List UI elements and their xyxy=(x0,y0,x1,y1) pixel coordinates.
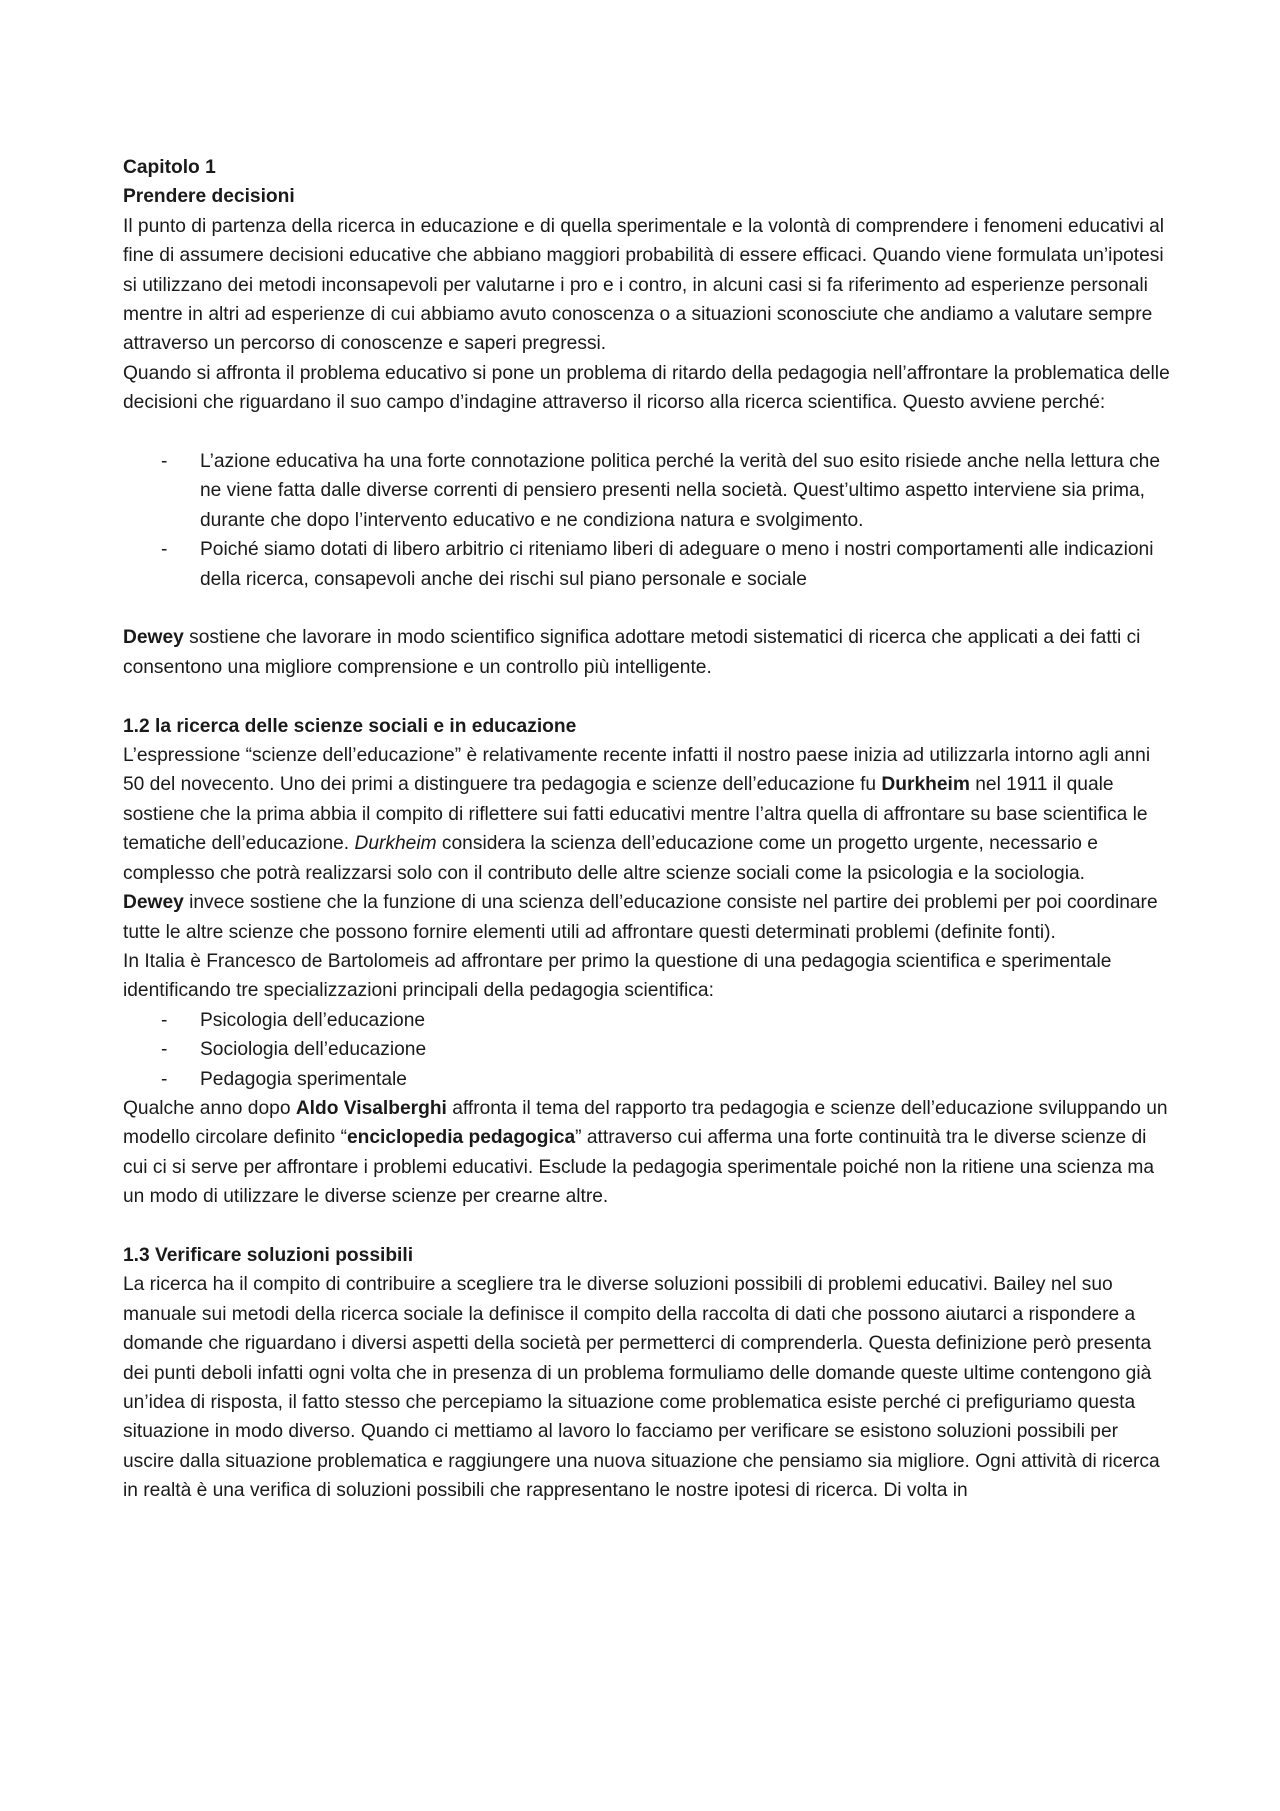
paragraph: Qualche anno dopo Aldo Visalberghi affronta il tema del rapporto tra pedagogia e scienze dell’educazione sviluppando un modello circolare definito “enciclopedia pedagogica” attraverso cui afferma una forte continuità tra le diverse scienze di cui ci si serve per affrontare i problemi educativi. Esclude la pedagogia sperimentale poiché non la ritiene una scienza ma un modo di utilizzare le diverse scienze per crearne altre. xyxy=(123,1097,1168,1208)
paragraph: La ricerca ha il compito di contribuire a scegliere tra le diverse soluzioni possibili di problemi educativi. Bailey nel suo manuale sui metodi della ricerca sociale la definisce il compito della raccolta di dati che possono aiutarci a rispondere a domande che riguardano i diversi aspetti della società per permetterci di comprenderla. Questa definizione però presenta dei punti deboli infatti ogni volta che in presenza di un problema formuliamo delle domande queste ultime contengono già un’idea di risposta, il fatto stesso che percepiamo la situazione come problematica esiste perché ci prefiguriamo questa situazione in modo diverso. Quando ci mettiamo al lavoro lo facciamo per verificare se esistono soluzioni possibili per uscire dalla situazione problematica e raggiungere una nuova situazione che pensiamo sia migliore. Ogni attività di ricerca in realtà è una verifica di soluzioni possibili che rappresentano le nostre ipotesi di ricerca. Di volta in xyxy=(123,1274,1160,1502)
bullet-list xyxy=(123,447,1173,594)
bullet-list xyxy=(123,1006,1173,1094)
spacer xyxy=(123,594,1173,623)
paragraph: L’espressione “scienze dell’educazione” è relativamente recente infatti il nostro paese inizia ad utilizzarla intorno agli anni 50 del novecento. Uno dei primi a distinguere tra pedagogia e scienze dell’educazione fu Durkheim nel 1911 il quale sostiene che la prima abbia il compito di riflettere sui fatti educativi mentre l’altra quella di affrontare su base scientifica le tematiche dell’educazione. Durkheim considera la scienza dell’educazione come un progetto urgente, necessario e complesso che potrà realizzarsi solo con il contributo delle altre scienze sociali come la psicologia e la sociologia. xyxy=(123,745,1151,884)
dash-bullet-icon: - xyxy=(161,539,168,561)
list-item: - Sociologia dell’educazione xyxy=(123,1035,1173,1064)
dash-bullet-icon: - xyxy=(161,1068,168,1090)
spacer xyxy=(123,1212,1173,1241)
list-item: - Psicologia dell’educazione xyxy=(123,1006,1173,1035)
paragraph: Dewey invece sostiene che la funzione di una scienza dell’educazione consiste nel partire dei problemi per poi coordinare tutte le altre scienze che possono fornire elementi utili ad affrontare questi determinati problemi (definite fonti). xyxy=(123,892,1158,943)
section-heading: 1.3 Verificare soluzioni possibili xyxy=(123,1244,414,1266)
section-heading: Prendere decisioni xyxy=(123,186,295,208)
paragraph: Quando si affronta il problema educativo si pone un problema di ritardo della pedagogia nell’affrontare la problematica delle decisioni che riguardano il suo campo d’indagine attraverso il ricorso alla ricerca scientifica. Questo avviene perché: xyxy=(123,362,1170,414)
dash-bullet-icon: - xyxy=(161,1039,168,1061)
document-page xyxy=(123,153,1173,1506)
dash-bullet-icon: - xyxy=(161,1009,168,1031)
spacer xyxy=(123,682,1173,711)
dash-bullet-icon: - xyxy=(161,451,168,473)
list-item: - Poiché siamo dotati di libero arbitrio ci riteniamo liberi di adeguare o meno i nostri comportamenti alle indicazioni della ricerca, consapevoli anche dei rischi sul piano personale e sociale xyxy=(123,535,1173,594)
spacer xyxy=(123,418,1173,447)
paragraph: Il punto di partenza della ricerca in educazione e di quella sperimentale e la volontà di comprendere i fenomeni educativi al fine di assumere decisioni educative che abbiano maggiori probabilità di essere efficaci. Quando viene formulata un’ipotesi si utilizzano dei metodi inconsapevoli per valutarne i pro e i contro, in alcuni casi si fa riferimento ad esperienze personali mentre in altri ad esperienze di cui abbiamo avuto conoscenza o a situazioni sconosciute che andiamo a valutare sempre attraverso un percorso di conoscenze e saperi pregressi. xyxy=(123,215,1165,355)
list-item: - Pedagogia sperimentale xyxy=(123,1065,1173,1094)
section-heading: 1.2 la ricerca delle scienze sociali e in educazione xyxy=(123,715,577,737)
chapter-heading: Capitolo 1 xyxy=(123,157,216,178)
list-item: - L’azione educativa ha una forte connotazione politica perché la verità del suo esito risiede anche nella lettura che ne viene fatta dalle diverse correnti di pensiero presenti nella società. Quest’ultimo aspetto interviene sia prima, durante che dopo l’intervento educativo e ne condiziona natura e svolgimento. xyxy=(123,447,1173,535)
paragraph: Dewey sostiene che lavorare in modo scientifico significa adottare metodi sistematici di ricerca che applicati a dei fatti ci consentono una migliore comprensione e un controllo più intelligente. xyxy=(123,627,1141,678)
paragraph: In Italia è Francesco de Bartolomeis ad affrontare per primo la questione di una pedagogia scientifica e sperimentale identificando tre specializzazioni principali della pedagogia scientifica: xyxy=(123,950,1112,1002)
